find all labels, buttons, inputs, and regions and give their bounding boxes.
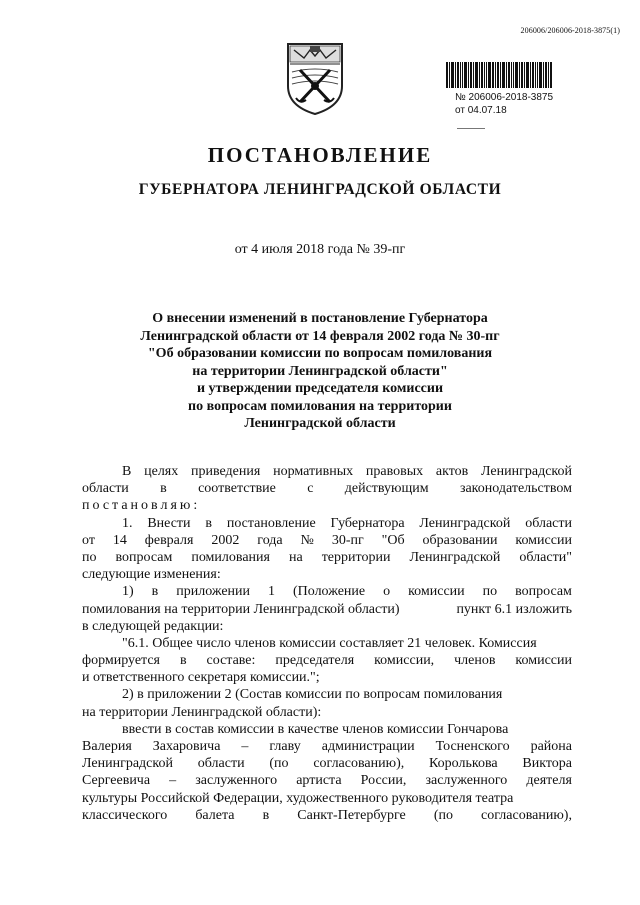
heading-line: О внесении изменений в постановление Губернатора bbox=[152, 311, 488, 326]
body-line bbox=[82, 652, 572, 669]
body-word: помилования bbox=[191, 549, 270, 565]
heading-line: на территории Ленинградской области" bbox=[192, 363, 448, 379]
body-word: на территории Ленинградской области): bbox=[82, 704, 322, 720]
body-word: составе: bbox=[206, 653, 256, 669]
coat-of-arms-icon bbox=[280, 38, 350, 118]
body-word: комиссии bbox=[515, 653, 572, 669]
body-line bbox=[82, 772, 572, 789]
body-word: заслуженного bbox=[425, 773, 508, 789]
body-line bbox=[82, 618, 572, 635]
page-subtitle: ГУБЕРНАТОРА ЛЕНИНГРАДСКОЙ ОБЛАСТИ bbox=[138, 181, 502, 198]
body-word: с bbox=[307, 481, 314, 497]
document-body bbox=[82, 463, 572, 824]
body-word: Тосненского bbox=[435, 739, 510, 754]
registration-number: № 206006-2018-3875 bbox=[455, 92, 554, 103]
body-word: Захаровича bbox=[152, 739, 221, 754]
body-word: 14 bbox=[112, 532, 127, 548]
body-word: Ленинградской bbox=[409, 549, 501, 565]
body-line bbox=[82, 635, 572, 652]
body-word: в bbox=[205, 515, 212, 531]
body-word: формируется bbox=[82, 653, 160, 669]
divider bbox=[457, 128, 485, 129]
body-word: года bbox=[257, 532, 283, 548]
body-word: 1 bbox=[268, 584, 276, 600]
body-line bbox=[82, 463, 572, 480]
body-word: территории bbox=[321, 549, 391, 565]
body-line bbox=[82, 566, 572, 583]
body-word: культуры Российской Федерации, художественного руководителя театра bbox=[82, 790, 514, 806]
body-word: комиссии, bbox=[374, 653, 435, 669]
body-word: в bbox=[160, 481, 167, 497]
heading-line: и утверждении председателя комиссии bbox=[196, 381, 444, 396]
document-code: 206006/206006-2018-3875(1) bbox=[520, 26, 620, 35]
body-word: области bbox=[197, 756, 245, 772]
body-word: 2002 bbox=[211, 532, 240, 548]
body-word: приложении bbox=[176, 584, 251, 600]
heading-line: Ленинградской области от 14 февраля 2002 года № 30-пг bbox=[140, 328, 500, 344]
body-line bbox=[82, 721, 572, 738]
body-word: (по bbox=[433, 807, 453, 823]
body-word: Сергеевича bbox=[82, 773, 151, 789]
body-word: 30-пг bbox=[331, 532, 364, 548]
body-word: в bbox=[179, 653, 187, 669]
body-word: Виктора bbox=[522, 756, 572, 772]
page-title: ПОСТАНОВЛЕНИЕ bbox=[207, 143, 433, 167]
body-word: и ответственного секретаря комиссии."; bbox=[82, 670, 320, 686]
body-word: России, bbox=[360, 773, 407, 789]
body-word: постановляю: bbox=[82, 498, 201, 514]
body-line bbox=[82, 480, 572, 497]
body-word: правовых bbox=[365, 464, 424, 479]
body-word: согласованию), bbox=[481, 807, 572, 823]
body-word: приведения bbox=[191, 464, 261, 479]
body-word: Ленинградской bbox=[481, 464, 572, 479]
body-word: актов bbox=[435, 464, 469, 479]
body-word: области" bbox=[519, 549, 572, 565]
body-line bbox=[82, 738, 572, 755]
body-word: Королькова bbox=[429, 756, 498, 772]
body-line bbox=[82, 549, 572, 566]
body-word: района bbox=[530, 739, 572, 754]
body-word: главу bbox=[269, 739, 301, 754]
body-word: помилования на территории Ленинградской области) bbox=[82, 601, 400, 617]
body-word: согласованию), bbox=[313, 756, 405, 772]
heading-line: "Об образовании комиссии по вопросам помилования bbox=[147, 346, 493, 361]
body-word: 1) bbox=[122, 584, 134, 600]
body-word: на bbox=[288, 549, 303, 565]
body-line bbox=[82, 790, 572, 807]
body-word: постановление bbox=[226, 515, 316, 531]
body-word: вопросам bbox=[515, 584, 572, 600]
body-word: Ленинградской bbox=[419, 515, 511, 531]
registration-date: от 04.07.18 bbox=[455, 105, 507, 116]
body-word: Внести bbox=[147, 515, 191, 531]
body-word: членов bbox=[454, 653, 496, 669]
body-word: – bbox=[241, 739, 249, 754]
body-word: действующим bbox=[344, 481, 429, 497]
body-word: артиста bbox=[296, 773, 342, 789]
body-word: февраля bbox=[144, 532, 194, 548]
heading-line: по вопросам помилования на территории bbox=[188, 398, 452, 414]
body-word: председателя bbox=[275, 653, 355, 669]
body-word: классического bbox=[82, 807, 168, 823]
document-heading bbox=[110, 310, 530, 433]
body-word: области bbox=[82, 481, 129, 497]
body-word: (Положение bbox=[292, 584, 366, 600]
body-word: балета bbox=[195, 807, 235, 823]
body-line bbox=[82, 755, 572, 772]
body-word: вопросам bbox=[115, 549, 173, 565]
body-word: в следующей редакции: bbox=[82, 618, 224, 634]
body-word: в bbox=[262, 807, 270, 823]
heading-line: Ленинградской области bbox=[244, 416, 396, 431]
body-word: "6.1. Общее число членов комиссии составляет 21 человек. Комиссия bbox=[122, 635, 537, 651]
body-word: целях bbox=[144, 464, 179, 479]
body-line bbox=[82, 601, 572, 618]
body-word: – bbox=[169, 773, 177, 789]
body-word: 1. bbox=[122, 515, 133, 531]
body-word: В bbox=[122, 464, 132, 479]
body-word: Валерия bbox=[82, 739, 132, 754]
body-word: по bbox=[82, 549, 97, 565]
body-word: образовании bbox=[422, 532, 498, 548]
body-word: от bbox=[82, 532, 95, 548]
body-line bbox=[82, 669, 572, 686]
body-word: о bbox=[383, 584, 391, 600]
body-word: области bbox=[525, 515, 572, 531]
body-word: № bbox=[300, 532, 314, 548]
body-word: (по bbox=[269, 756, 289, 772]
body-word: "Об bbox=[381, 532, 405, 548]
body-word: администрации bbox=[321, 739, 415, 754]
body-line bbox=[82, 807, 572, 824]
body-line bbox=[82, 583, 572, 600]
body-line bbox=[82, 704, 572, 721]
decree-date: от 4 июля 2018 года № 39-пг bbox=[234, 242, 406, 257]
body-word: 2) в приложении 2 (Состав комиссии по вопросам помилования bbox=[122, 687, 503, 703]
body-line bbox=[82, 532, 572, 549]
body-word: заслуженного bbox=[195, 773, 278, 789]
body-word: пункт 6.1 изложить bbox=[456, 601, 572, 617]
barcode-icon bbox=[446, 62, 552, 88]
body-word: Ленинградской bbox=[82, 756, 173, 772]
body-word: нормативных bbox=[273, 464, 354, 479]
body-line bbox=[82, 515, 572, 532]
body-word: комиссии bbox=[515, 532, 572, 548]
body-word: соответствие bbox=[198, 481, 276, 497]
body-word: в bbox=[151, 584, 159, 600]
body-word: деятеля bbox=[526, 773, 572, 789]
body-line bbox=[82, 686, 572, 703]
body-line bbox=[82, 497, 572, 514]
body-word: Губернатора bbox=[330, 515, 405, 531]
body-word: следующие изменения: bbox=[82, 567, 221, 583]
body-word: законодательством bbox=[459, 481, 572, 497]
body-word: ввести в состав комиссии в качестве членов комиссии Гончарова bbox=[122, 721, 509, 737]
body-word: комиссии bbox=[408, 584, 465, 600]
body-word: Санкт-Петербурге bbox=[297, 807, 406, 823]
body-word: по bbox=[482, 584, 498, 600]
